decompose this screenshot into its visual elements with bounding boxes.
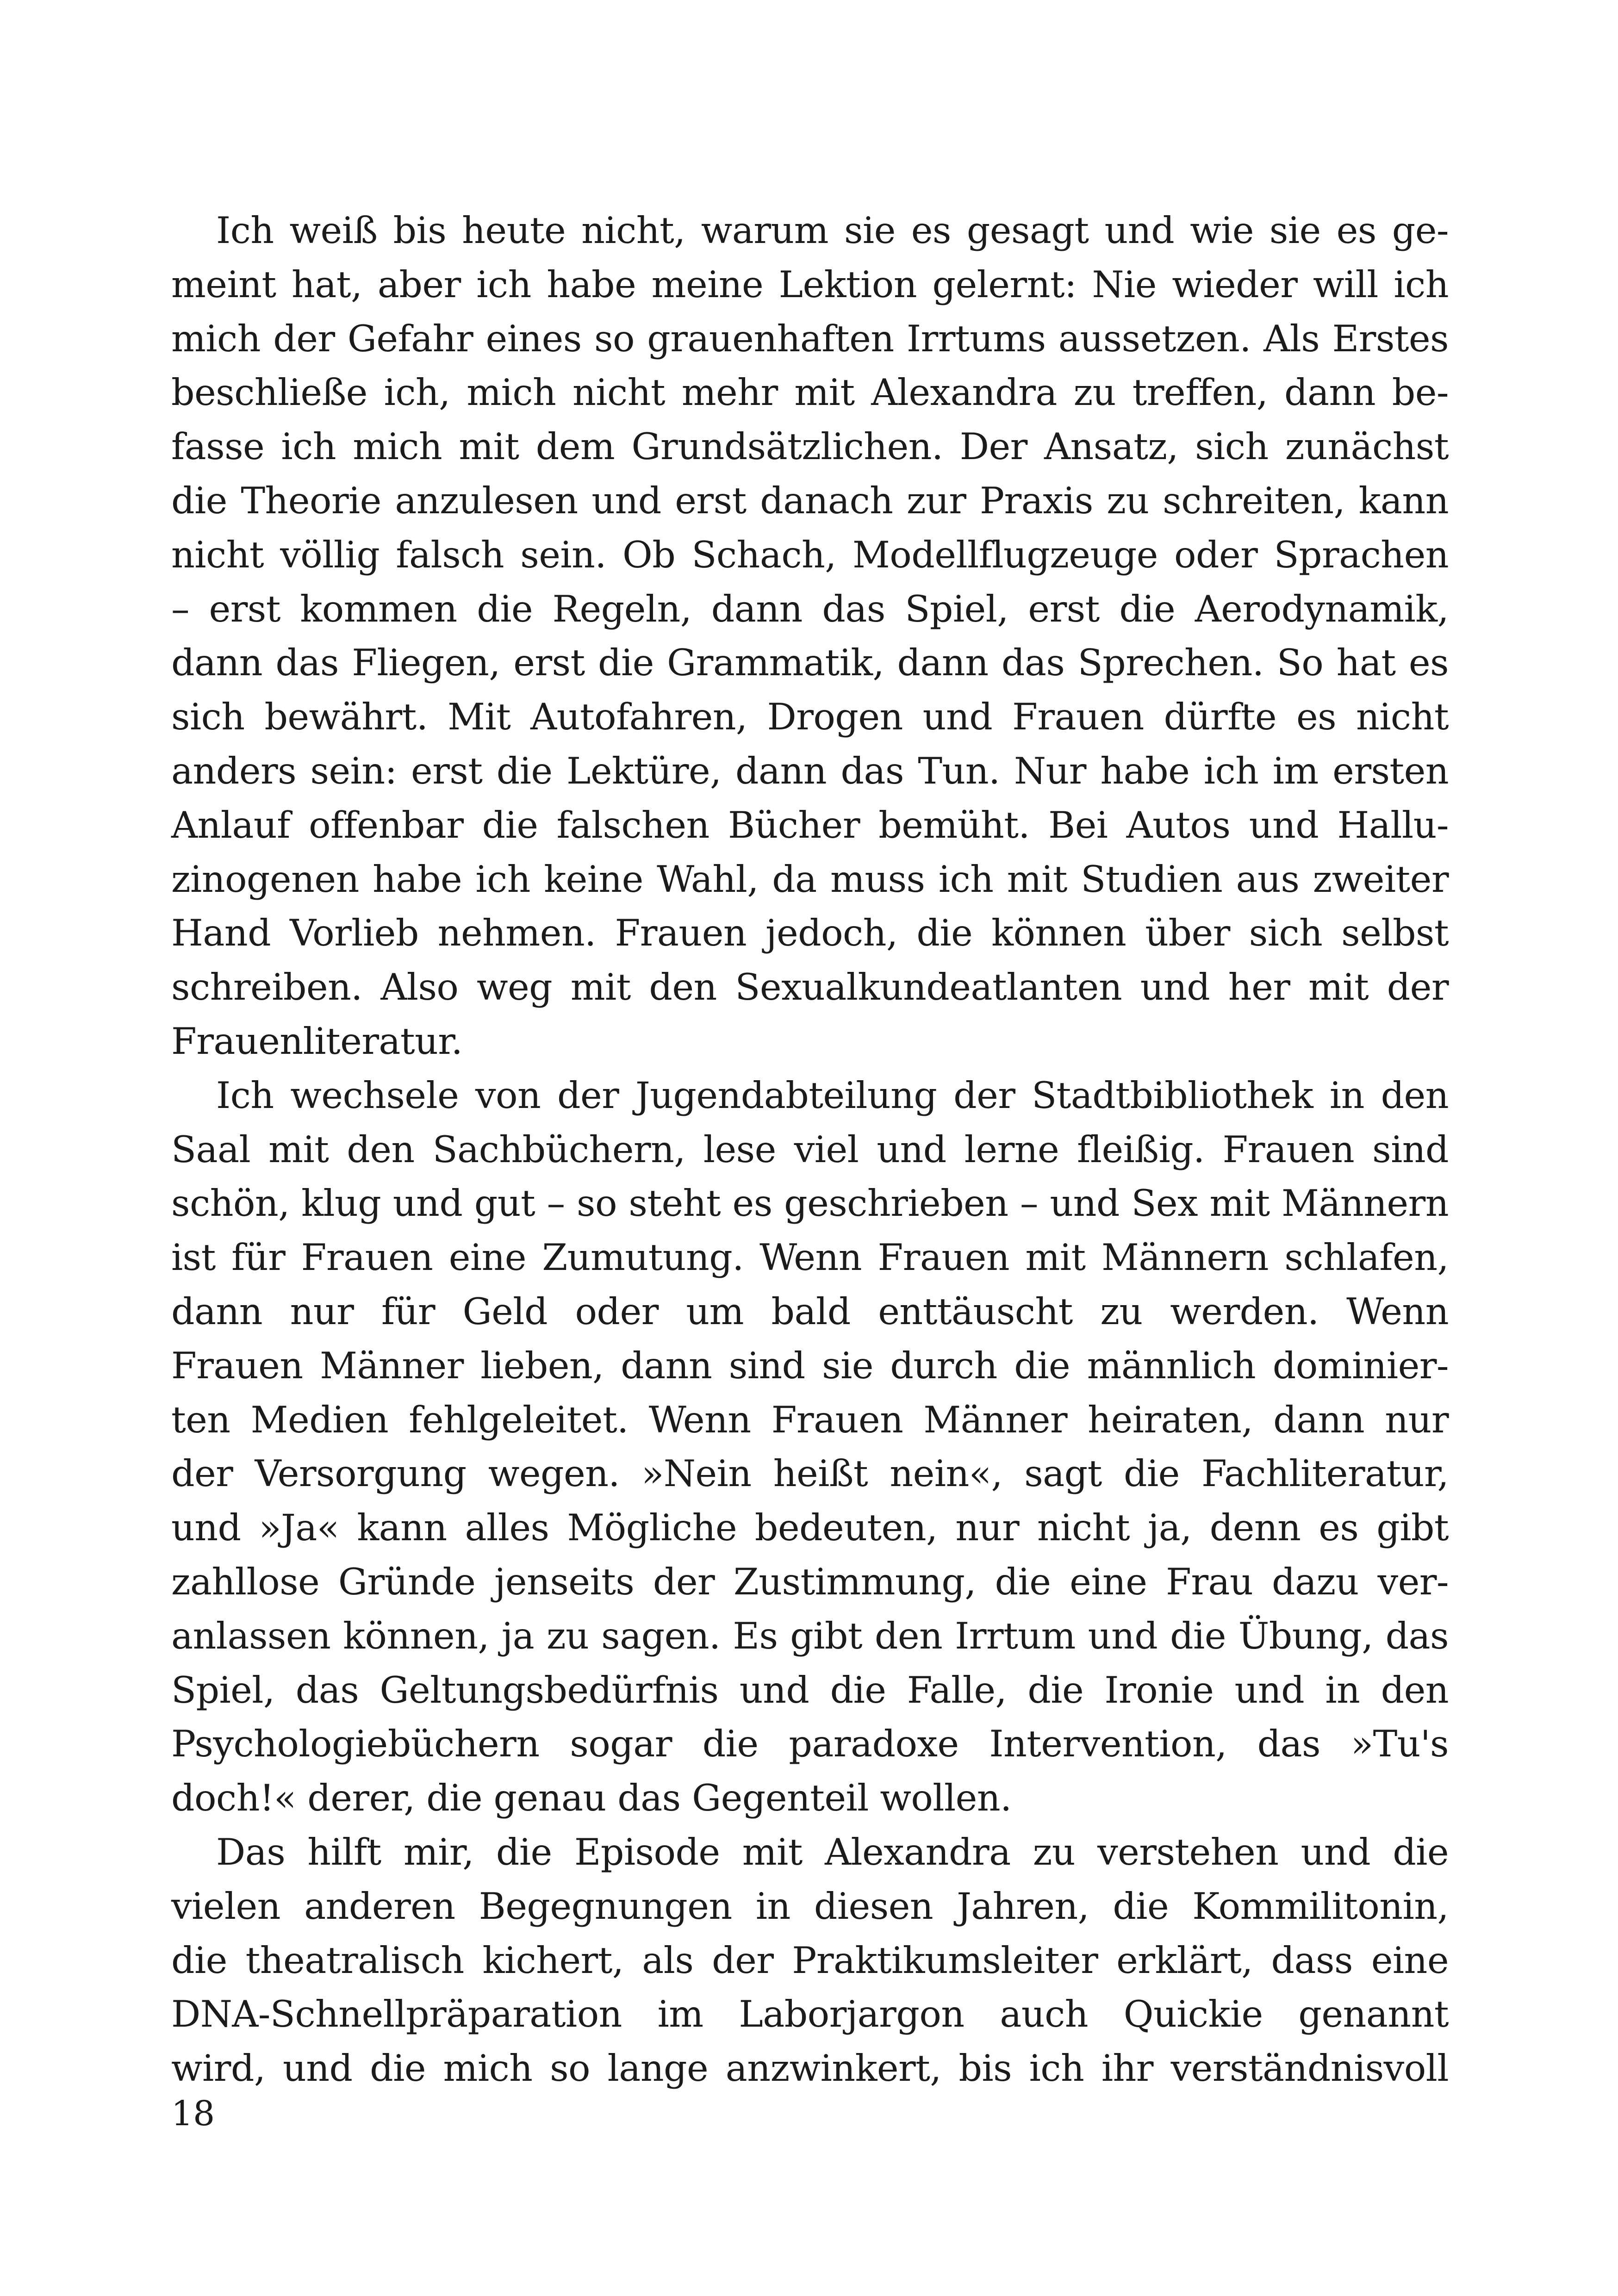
- text-line: die theatralisch kichert, als der Praktikumsleiter erklärt, dass eine: [171, 1939, 1449, 1982]
- text-line: fasse ich mich mit dem Grundsätzlichen. Der Ansatz, sich zunächst: [171, 425, 1449, 468]
- text-line: schreiben. Also weg mit den Sexualkundeatlanten und her mit der: [171, 966, 1449, 1009]
- text-line: die Theorie anzulesen und erst danach zur Praxis zu schreiten, kann: [171, 479, 1449, 522]
- text-line: vielen anderen Begegnungen in diesen Jahren, die Kommilitonin,: [171, 1885, 1449, 1928]
- text-line: mich der Gefahr eines so grauenhaften Irrtums aussetzen. Als Erstes: [171, 317, 1449, 360]
- text-line: schön, klug und gut – so steht es geschrieben – und Sex mit Männern: [171, 1182, 1449, 1225]
- text-line: Saal mit den Sachbüchern, lese viel und lerne fleißig. Frauen sind: [171, 1128, 1449, 1171]
- body-text: [171, 204, 1449, 2096]
- text-line: Hand Vorlieb nehmen. Frauen jedoch, die können über sich selbst: [171, 912, 1449, 955]
- text-line: Anlauf offenbar die falschen Bücher bemüht. Bei Autos und Hallu-: [171, 803, 1449, 846]
- text-line: Das hilft mir, die Episode mit Alexandra zu verstehen und die: [216, 1830, 1449, 1873]
- text-line: dann nur für Geld oder um bald enttäuscht zu werden. Wenn: [171, 1290, 1449, 1333]
- text-line: beschließe ich, mich nicht mehr mit Alexandra zu treffen, dann be-: [171, 371, 1449, 414]
- text-line: Psychologiebüchern sogar die paradoxe Intervention, das »Tu's: [171, 1723, 1449, 1766]
- text-line: Frauenliteratur.: [171, 1020, 463, 1063]
- text-line: doch!« derer, die genau das Gegenteil wollen.: [171, 1777, 1012, 1820]
- text-line: der Versorgung wegen. »Nein heißt nein«, sagt die Fachliteratur,: [171, 1452, 1449, 1495]
- paragraph-3: [171, 1825, 1449, 2096]
- text-line: Ich wechsele von der Jugendabteilung der Stadtbibliothek in den: [216, 1074, 1449, 1117]
- text-line: meint hat, aber ich habe meine Lektion gelernt: Nie wieder will ich: [171, 263, 1449, 306]
- text-line: zinogenen habe ich keine Wahl, da muss ich mit Studien aus zweiter: [171, 858, 1449, 901]
- text-line: ist für Frauen eine Zumutung. Wenn Frauen mit Männern schlafen,: [171, 1236, 1449, 1279]
- text-line: – erst kommen die Regeln, dann das Spiel, erst die Aerodynamik,: [171, 587, 1449, 630]
- text-line: dann das Fliegen, erst die Grammatik, dann das Sprechen. So hat es: [171, 641, 1449, 684]
- text-line: nicht völlig falsch sein. Ob Schach, Modellflugzeuge oder Sprachen: [171, 533, 1449, 576]
- paragraph-1: [171, 204, 1449, 1069]
- text-line: und »Ja« kann alles Mögliche bedeuten, nur nicht ja, denn es gibt: [171, 1506, 1449, 1549]
- page-number: 18: [171, 2094, 215, 2134]
- text-line: Spiel, das Geltungsbedürfnis und die Falle, die Ironie und in den: [171, 1668, 1449, 1711]
- text-line: Ich weiß bis heute nicht, warum sie es gesagt und wie sie es ge-: [216, 209, 1449, 252]
- text-line: DNA-Schnellpräparation im Laborjargon auch Quickie genannt: [171, 1993, 1449, 2036]
- text-line: anders sein: erst die Lektüre, dann das Tun. Nur habe ich im ersten: [171, 749, 1449, 792]
- text-line: anlassen können, ja zu sagen. Es gibt den Irrtum und die Übung, das: [171, 1614, 1449, 1657]
- text-line: sich bewährt. Mit Autofahren, Drogen und Frauen dürfte es nicht: [171, 696, 1449, 739]
- text-line: zahllose Gründe jenseits der Zustimmung, die eine Frau dazu ver-: [171, 1560, 1449, 1603]
- text-line: Frauen Männer lieben, dann sind sie durch die männlich dominier-: [171, 1344, 1449, 1387]
- paragraph-2: [171, 1069, 1449, 1825]
- text-line: wird, und die mich so lange anzwinkert, bis ich ihr verständnisvoll: [171, 2047, 1449, 2090]
- text-line: ten Medien fehlgeleitet. Wenn Frauen Männer heiraten, dann nur: [171, 1398, 1449, 1441]
